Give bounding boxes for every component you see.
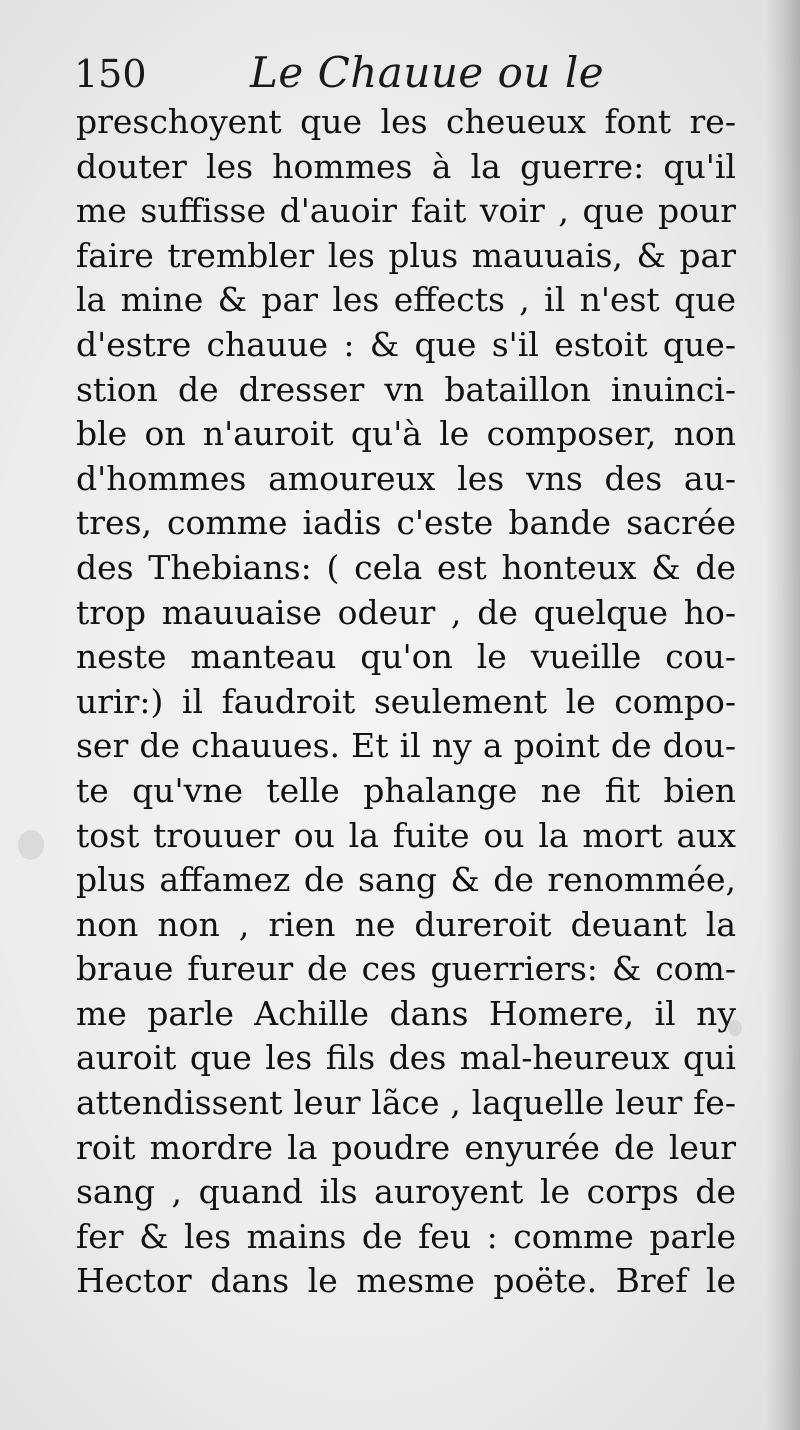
text-line: douter les hommes à la guerre: qu'il bbox=[76, 146, 736, 186]
text-line: neste manteau qu'on le vueille cou- bbox=[76, 637, 736, 677]
text-line: des Thebians: ( cela est honteux & de bbox=[76, 547, 736, 587]
text-line: d'estre chauue : & que s'il estoit que- bbox=[76, 324, 736, 364]
text-line: plus affamez de sang & de renommée, bbox=[76, 860, 736, 900]
text-line: trop mauuaise odeur , de quelque ho- bbox=[76, 592, 736, 632]
text-line: te qu'vne telle phalange ne fit bien bbox=[76, 770, 736, 810]
text-line: stion de dresser vn bataillon inuinci- bbox=[76, 369, 736, 409]
paper-stain bbox=[18, 830, 44, 860]
body-text bbox=[76, 100, 736, 1304]
page-number: 150 bbox=[74, 52, 147, 96]
text-line: braue fureur de ces guerriers: & com- bbox=[76, 949, 736, 989]
text-line: auroit que les fils des mal-heureux qui bbox=[76, 1038, 736, 1078]
text-line: d'hommes amoureux les vns des au- bbox=[76, 458, 736, 498]
text-line: fer & les mains de feu : comme parle bbox=[76, 1216, 736, 1256]
text-line: tres, comme iadis c'este bande sacrée bbox=[76, 503, 736, 543]
page-header bbox=[74, 48, 734, 102]
text-line: Hector dans le mesme poëte. Bref le bbox=[76, 1261, 736, 1301]
text-line: ser de chauues. Et il ny a point de dou- bbox=[76, 726, 736, 766]
text-line: roit mordre la poudre enyurée de leur bbox=[76, 1127, 736, 1167]
text-line: faire trembler les plus mauuais, & par bbox=[76, 235, 736, 275]
text-line: non non , rien ne dureroit deuant la bbox=[76, 904, 736, 944]
text-line: ble on n'auroit qu'à le composer, non bbox=[76, 414, 736, 454]
running-head: Le Chauue ou le bbox=[250, 48, 605, 97]
text-line: sang , quand ils auroyent le corps de bbox=[76, 1172, 736, 1212]
text-line: me parle Achille dans Homere, il ny bbox=[76, 993, 736, 1033]
text-line: preschoyent que les cheueux font re- bbox=[76, 102, 736, 141]
page-gutter-shadow bbox=[766, 0, 800, 1430]
text-line: attendissent leur lãce , laquelle leur fe- bbox=[76, 1083, 736, 1123]
text-line: urir:) il faudroit seulement le compo- bbox=[76, 681, 736, 721]
text-line: la mine & par les effects , il n'est que bbox=[76, 280, 736, 320]
text-line: tost trouuer ou la fuite ou la mort aux bbox=[76, 815, 736, 855]
text-line: me suffisse d'auoir fait voir , que pour bbox=[76, 191, 736, 231]
